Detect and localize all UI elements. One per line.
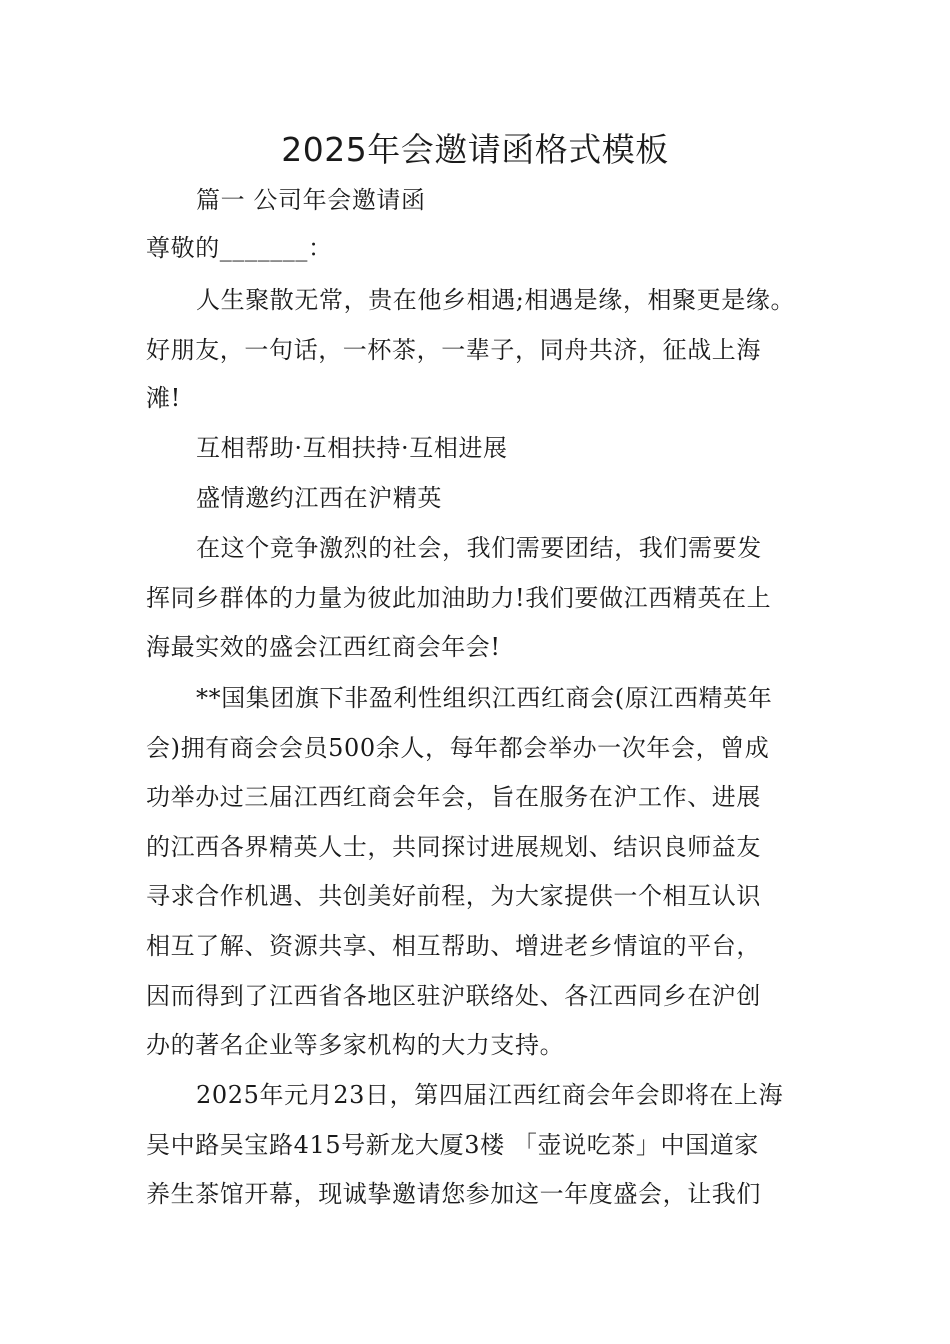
paragraph-line: 好朋友，一句话，一杯茶，一辈子，同舟共济，征战上海 xyxy=(146,336,761,364)
paragraph-line: 滩! xyxy=(146,384,181,412)
paragraph-line: 吴中路吴宝路415号新龙大厦3楼 「壶说吃茶」中国道家 xyxy=(146,1131,759,1159)
paragraph-line: 因而得到了江西省各地区驻沪联络处、各江西同乡在沪创 xyxy=(146,982,761,1010)
paragraph-line: 海最实效的盛会江西红商会年会! xyxy=(146,633,501,661)
paragraph-line: 在这个竞争激烈的社会，我们需要团结，我们需要发 xyxy=(196,534,762,562)
salutation: 尊敬的_______： xyxy=(146,234,333,262)
document-title: 2025年会邀请函格式模板 xyxy=(281,130,669,169)
slogan-line: 盛情邀约江西在沪精英 xyxy=(196,484,442,512)
paragraph-line: 办的著名企业等多家机构的大力支持。 xyxy=(146,1031,565,1059)
paragraph-line: **国集团旗下非盈利性组织江西红商会(原江西精英年 xyxy=(196,684,773,712)
paragraph-line: 寻求合作机遇、共创美好前程，为大家提供一个相互认识 xyxy=(146,882,761,910)
paragraph-line: 2025年元月23日，第四届江西红商会年会即将在上海 xyxy=(196,1081,784,1109)
paragraph-line: 人生聚散无常，贵在他乡相遇;相遇是缘，相聚更是缘。 xyxy=(196,286,796,314)
paragraph-line: 养生茶馆开幕，现诚挚邀请您参加这一年度盛会，让我们 xyxy=(146,1180,761,1208)
paragraph-line: 挥同乡群体的力量为彼此加油助力!我们要做江西精英在上 xyxy=(146,584,772,612)
paragraph-line: 相互了解、资源共享、相互帮助、增进老乡情谊的平台， xyxy=(146,932,761,960)
paragraph-line: 会)拥有商会会员500余人，每年都会举办一次年会，曾成 xyxy=(146,734,770,762)
paragraph-line: 的江西各界精英人士，共同探讨进展规划、结识良师益友 xyxy=(146,833,761,861)
slogan-line: 互相帮助·互相扶持·互相进展 xyxy=(196,434,508,462)
paragraph-line: 功举办过三届江西红商会年会，旨在服务在沪工作、进展 xyxy=(146,783,761,811)
section-heading: 篇一 公司年会邀请函 xyxy=(196,186,426,214)
